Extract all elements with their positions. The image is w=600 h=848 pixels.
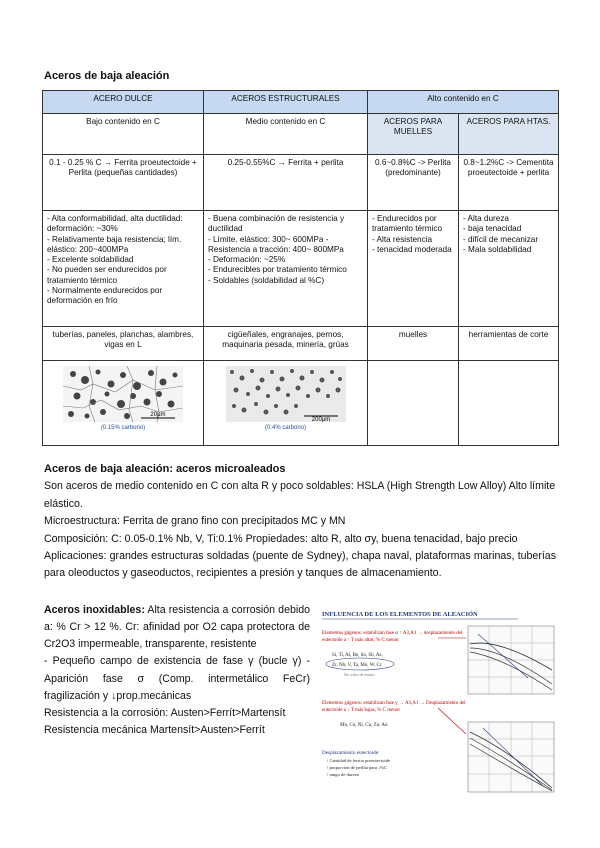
section1-title: Aceros de baja aleación — [44, 70, 170, 82]
props-estructural: - Buena combinación de resistencia y ductilidad - Límite. elástico: 300~ 600MPa - Resistencia a tracción: 400~ 800MPa - Deformación: ~25% - Endurecibles por tratamiento térmico - Soldables (soldabilidad al %C) — [204, 211, 368, 327]
svg-text:↑ proporción de perlita para ↓: ↑ proporción de perlita para ↓%C — [326, 765, 388, 770]
svg-text:↑ rango de dureza: ↑ rango de dureza — [326, 772, 359, 777]
alloying-elements-figure — [318, 604, 558, 810]
micrograph-caption-dulce: (0.15% carbono) — [100, 425, 146, 431]
svg-text:eutectoide a ↑ T más altas, %: eutectoide a ↑ T más altas, % C menor — [322, 638, 399, 643]
apps-htas: herramientas de corte — [459, 327, 559, 361]
svg-text:Mn, Co, Ni, Cu, Zn, Au: Mn, Co, Ni, Cu, Zn, Au — [340, 723, 388, 728]
inox-p4: Resistencia mecánica Martensít>Austen>Ferrít — [44, 724, 265, 737]
figure-title: INFLUENCIA DE LOS ELEMENTOS DE ALEACIÓN — [322, 611, 478, 618]
comp-dulce: 0.1 - 0.25 % C → Ferrita proeutectoide + Perlita (pequeñas cantidades) — [43, 155, 204, 211]
props-htas: - Alta dureza - baja tenacidad - difícil de mecanizar - Mala soldabilidad — [459, 211, 559, 327]
micrograph-caption-estructural: (0.4% carbono) — [264, 425, 307, 431]
svg-text:eutectoide a ↓ T más bajas, %: eutectoide a ↓ T más bajas, % C menor — [322, 708, 400, 713]
micrograph-low-carbon-image — [63, 366, 183, 422]
props-muelles: - Endurecidos por tratamiento térmico - Alta resistencia - tenacidad moderada — [368, 211, 459, 327]
sub-htas: ACEROS PARA HTAS. — [459, 114, 559, 155]
comp-muelles: 0.6~0.8%C -> Perlita (predominante) — [368, 155, 459, 211]
apps-estructural: cigüeñales, engranajes, pernos, maquinaria pesada, minería, grúas — [204, 327, 368, 361]
micrograph-medium-carbon-image — [226, 366, 346, 422]
inox-label: Aceros inoxidables: — [44, 604, 145, 616]
section2-title: Aceros de baja aleación: aceros microaleados — [44, 463, 286, 475]
comp-htas: 0.8~1.2%C -> Cementita proeutectoide + perlita — [459, 155, 559, 211]
microaleados-p3: Composición: C: 0.05-0.1% Nb, V, Ti:0.1% Propiedades: alto R, alto σy, buena tenacidad, bajo precio — [44, 532, 518, 545]
inox-p1: Alta resistencia a corrosión debido a: % Cr > 12 %. Cr: afinidad por O2 capa protectora de Cr2O3 impermeable, transparente, resistente — [44, 604, 310, 651]
svg-text:Si, Ti, Al, Be, Sn, Sb, As,: Si, Ti, Al, Be, Sn, Sb, As, — [332, 653, 383, 658]
apps-muelles: muelles — [368, 327, 459, 361]
micrograph-estructural-cell — [204, 361, 368, 446]
comp-estructural: 0.25-0.55%C → Ferrita + perlita — [204, 155, 368, 211]
micrograph-empty-muelles — [368, 361, 459, 446]
header-alto-c: Alto contenido en C — [368, 91, 559, 114]
sub-muelles: ACEROS PARA MUELLES — [368, 114, 459, 155]
svg-text:Elementos gágenos: estabilizan: Elementos gágenos: estabilizan fase α ↑ A3,A1 → desplazamiento del — [322, 631, 463, 636]
header-acero-dulce: ACERO DULCE — [43, 91, 204, 114]
micrograph-dulce-cell — [43, 361, 204, 446]
micrograph-empty-htas — [459, 361, 559, 446]
phase-diagram-bottom — [468, 722, 554, 792]
svg-text:Desplazamiento eutectoide:: Desplazamiento eutectoide: — [322, 750, 380, 756]
phase-diagram-top — [468, 626, 554, 694]
svg-text:↓ Cantidad de ferrita proeutec: ↓ Cantidad de ferrita proeutectoide — [326, 758, 391, 763]
svg-text:20μm: 20μm — [150, 412, 166, 418]
inox-p3: Resistencia a la corrosión: Austen>Ferrít>Martensít — [44, 706, 286, 719]
header-estructurales: ACEROS ESTRUCTURALES — [204, 91, 368, 114]
low-alloy-steel-table — [42, 90, 559, 446]
svg-text:Elementos gágenos: estabilizan: Elementos gágenos: estabilizan fase γ → A3,A1 → Desplazamiento del — [322, 701, 466, 706]
inox-section — [44, 602, 310, 739]
svg-text:Zr, Nb, V, Ta, Mo, W, Cr: Zr, Nb, V, Ta, Mo, W, Cr — [332, 663, 382, 668]
microaleados-p2: Microestructura: Ferrita de grano fino con precipitados MC y MN — [44, 515, 346, 528]
svg-text:200μm: 200μm — [311, 417, 330, 422]
props-dulce: - Alta conformabilidad, alta ductilidad: deformación: ~30% - Relativamente baja resistencia; lím. elástico: 200~400MPa - Excelente soldabilidad - No pueden ser endurecidos por tratamiento térmico - Normalmente endurecidos por deformación en frío — [43, 211, 204, 327]
svg-text:Sin valor de estasis: Sin valor de estasis — [344, 672, 375, 677]
inox-p2: - Pequeño campo de existencia de fase γ (bucle γ) - Aparición fase σ (Comp. intermetálico FeCr) fragilización y ↓prop.mecánicas — [44, 655, 310, 702]
apps-dulce: tuberías, paneles, planchas, alambres, vigas en L — [43, 327, 204, 361]
microaleados-p1: Son aceros de medio contenido en C con alta R y poco soldables: HSLA (High Strength Low Alloy) Alto límite elástico. — [44, 480, 556, 510]
microaleados-p4: Aplicaciones: grandes estructuras soldadas (puente de Sydney), chapa naval, plataformas marinas, tuberías para oleoductos y gaseoductos, recipientes a presión y tanques de almacenamiento. — [44, 550, 556, 580]
sub-bajo-c: Bajo contenido en C — [43, 114, 204, 155]
sub-medio-c: Medio contenido en C — [204, 114, 368, 155]
